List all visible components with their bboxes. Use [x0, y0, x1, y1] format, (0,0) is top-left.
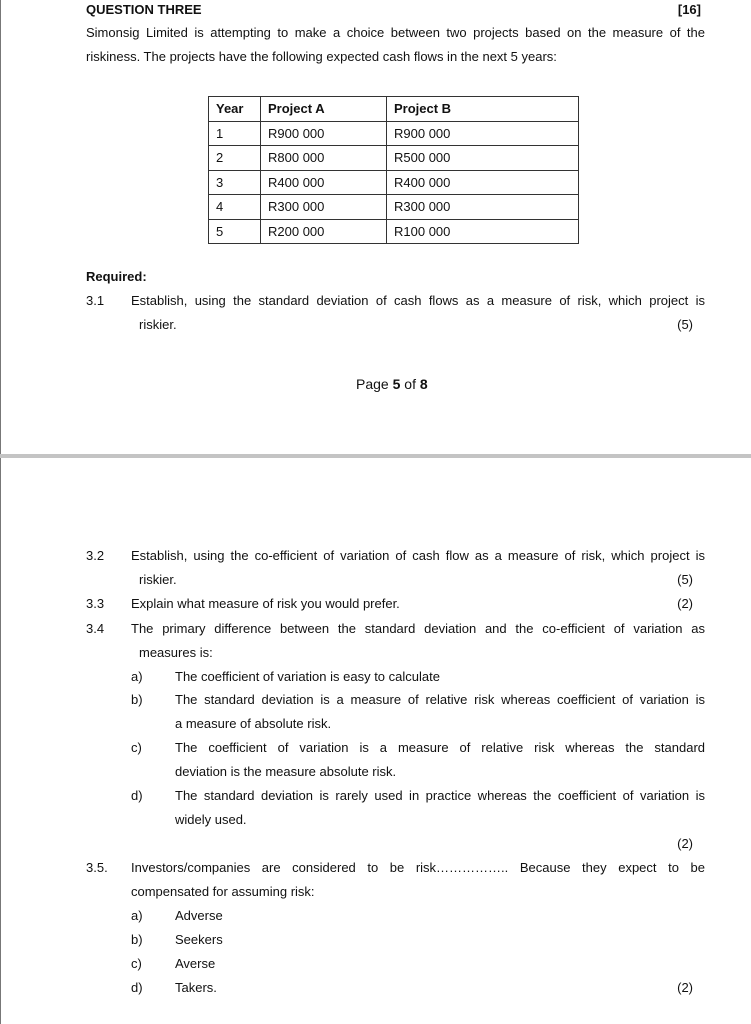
- page-separator: [0, 454, 751, 458]
- cell-project-a: R200 000: [261, 219, 387, 244]
- option-letter: d): [131, 788, 143, 803]
- page-left-border: [0, 458, 1, 1024]
- cell-project-a: R400 000: [261, 170, 387, 195]
- option-letter: b): [131, 692, 143, 707]
- question-marks: (2): [677, 980, 693, 995]
- page-total: 8: [419, 376, 428, 392]
- cell-project-b: R100 000: [387, 219, 579, 244]
- question-marks: (2): [677, 596, 693, 611]
- question-number: 3.2: [86, 548, 105, 563]
- required-label: Required:: [86, 269, 147, 284]
- cell-project-b: R400 000: [387, 170, 579, 195]
- cell-year: 5: [209, 219, 261, 244]
- question-text: Establish, using the co-efficient of variation of cash flow as a measure of risk, which project is: [131, 548, 705, 563]
- question-text: riskier.: [139, 317, 177, 332]
- cash-flow-table: [208, 96, 579, 244]
- cell-project-b: R300 000: [387, 195, 579, 220]
- question-number: 3.4: [86, 621, 105, 636]
- page-number: [356, 376, 428, 392]
- option-text: Seekers: [175, 932, 223, 947]
- table-row: [209, 195, 579, 220]
- cell-project-b: R500 000: [387, 146, 579, 171]
- cell-year: 2: [209, 146, 261, 171]
- question-text: Investors/companies are considered to be risk…………….. Because they expect to be: [131, 860, 705, 875]
- option-text: Averse: [175, 956, 216, 971]
- intro-line: riskiness. The projects have the following expected cash flows in the next 5 years:: [86, 49, 557, 64]
- question-number: 3.5.: [86, 860, 108, 875]
- question-marks: (5): [677, 317, 693, 332]
- option-letter: c): [131, 740, 142, 755]
- table-row: [209, 170, 579, 195]
- header-year: Year: [209, 97, 261, 122]
- option-text: Adverse: [175, 908, 223, 923]
- option-text: The coefficient of variation is easy to calculate: [175, 669, 440, 684]
- option-text: Takers.: [175, 980, 217, 995]
- cell-year: 4: [209, 195, 261, 220]
- page-left-border: [0, 0, 1, 454]
- option-letter: a): [131, 908, 143, 923]
- cell-year: 3: [209, 170, 261, 195]
- page-current: 5: [392, 376, 401, 392]
- question-text: Establish, using the standard deviation of cash flows as a measure of risk, which project is: [131, 293, 705, 308]
- cell-project-a: R300 000: [261, 195, 387, 220]
- option-text: deviation is the measure absolute risk.: [175, 764, 397, 779]
- option-text: The standard deviation is rarely used in practice whereas the coefficient of variation is: [175, 788, 705, 803]
- option-letter: a): [131, 669, 143, 684]
- page-label: Page: [356, 376, 389, 392]
- intro-line: Simonsig Limited is attempting to make a choice between two projects based on the measure of the: [86, 25, 705, 40]
- header-project-a: Project A: [261, 97, 387, 122]
- header-project-b: Project B: [387, 97, 579, 122]
- option-letter: c): [131, 956, 142, 971]
- option-text: widely used.: [175, 812, 247, 827]
- question-heading: QUESTION THREE: [86, 2, 202, 17]
- option-text: The standard deviation is a measure of relative risk whereas coefficient of variation is: [175, 692, 705, 707]
- question-text: compensated for assuming risk:: [131, 884, 315, 899]
- option-text: The coefficient of variation is a measure of relative risk whereas the standard: [175, 740, 705, 755]
- table-header-row: [209, 97, 579, 122]
- table-row: [209, 121, 579, 146]
- cell-project-b: R900 000: [387, 121, 579, 146]
- cell-year: 1: [209, 121, 261, 146]
- question-text: The primary difference between the standard deviation and the co-efficient of variation as: [131, 621, 705, 636]
- question-marks: (2): [677, 836, 693, 851]
- question-marks: (5): [677, 572, 693, 587]
- question-text: Explain what measure of risk you would prefer.: [131, 596, 400, 611]
- option-letter: d): [131, 980, 143, 995]
- question-marks: [16]: [677, 2, 701, 17]
- table-row: [209, 146, 579, 171]
- question-text: riskier.: [139, 572, 177, 587]
- question-number: 3.3: [86, 596, 105, 611]
- question-number: 3.1: [86, 293, 105, 308]
- cell-project-a: R800 000: [261, 146, 387, 171]
- cell-project-a: R900 000: [261, 121, 387, 146]
- question-text: measures is:: [139, 645, 213, 660]
- page-of: of: [404, 376, 416, 392]
- option-letter: b): [131, 932, 143, 947]
- table-row: [209, 219, 579, 244]
- option-text: a measure of absolute risk.: [175, 716, 332, 731]
